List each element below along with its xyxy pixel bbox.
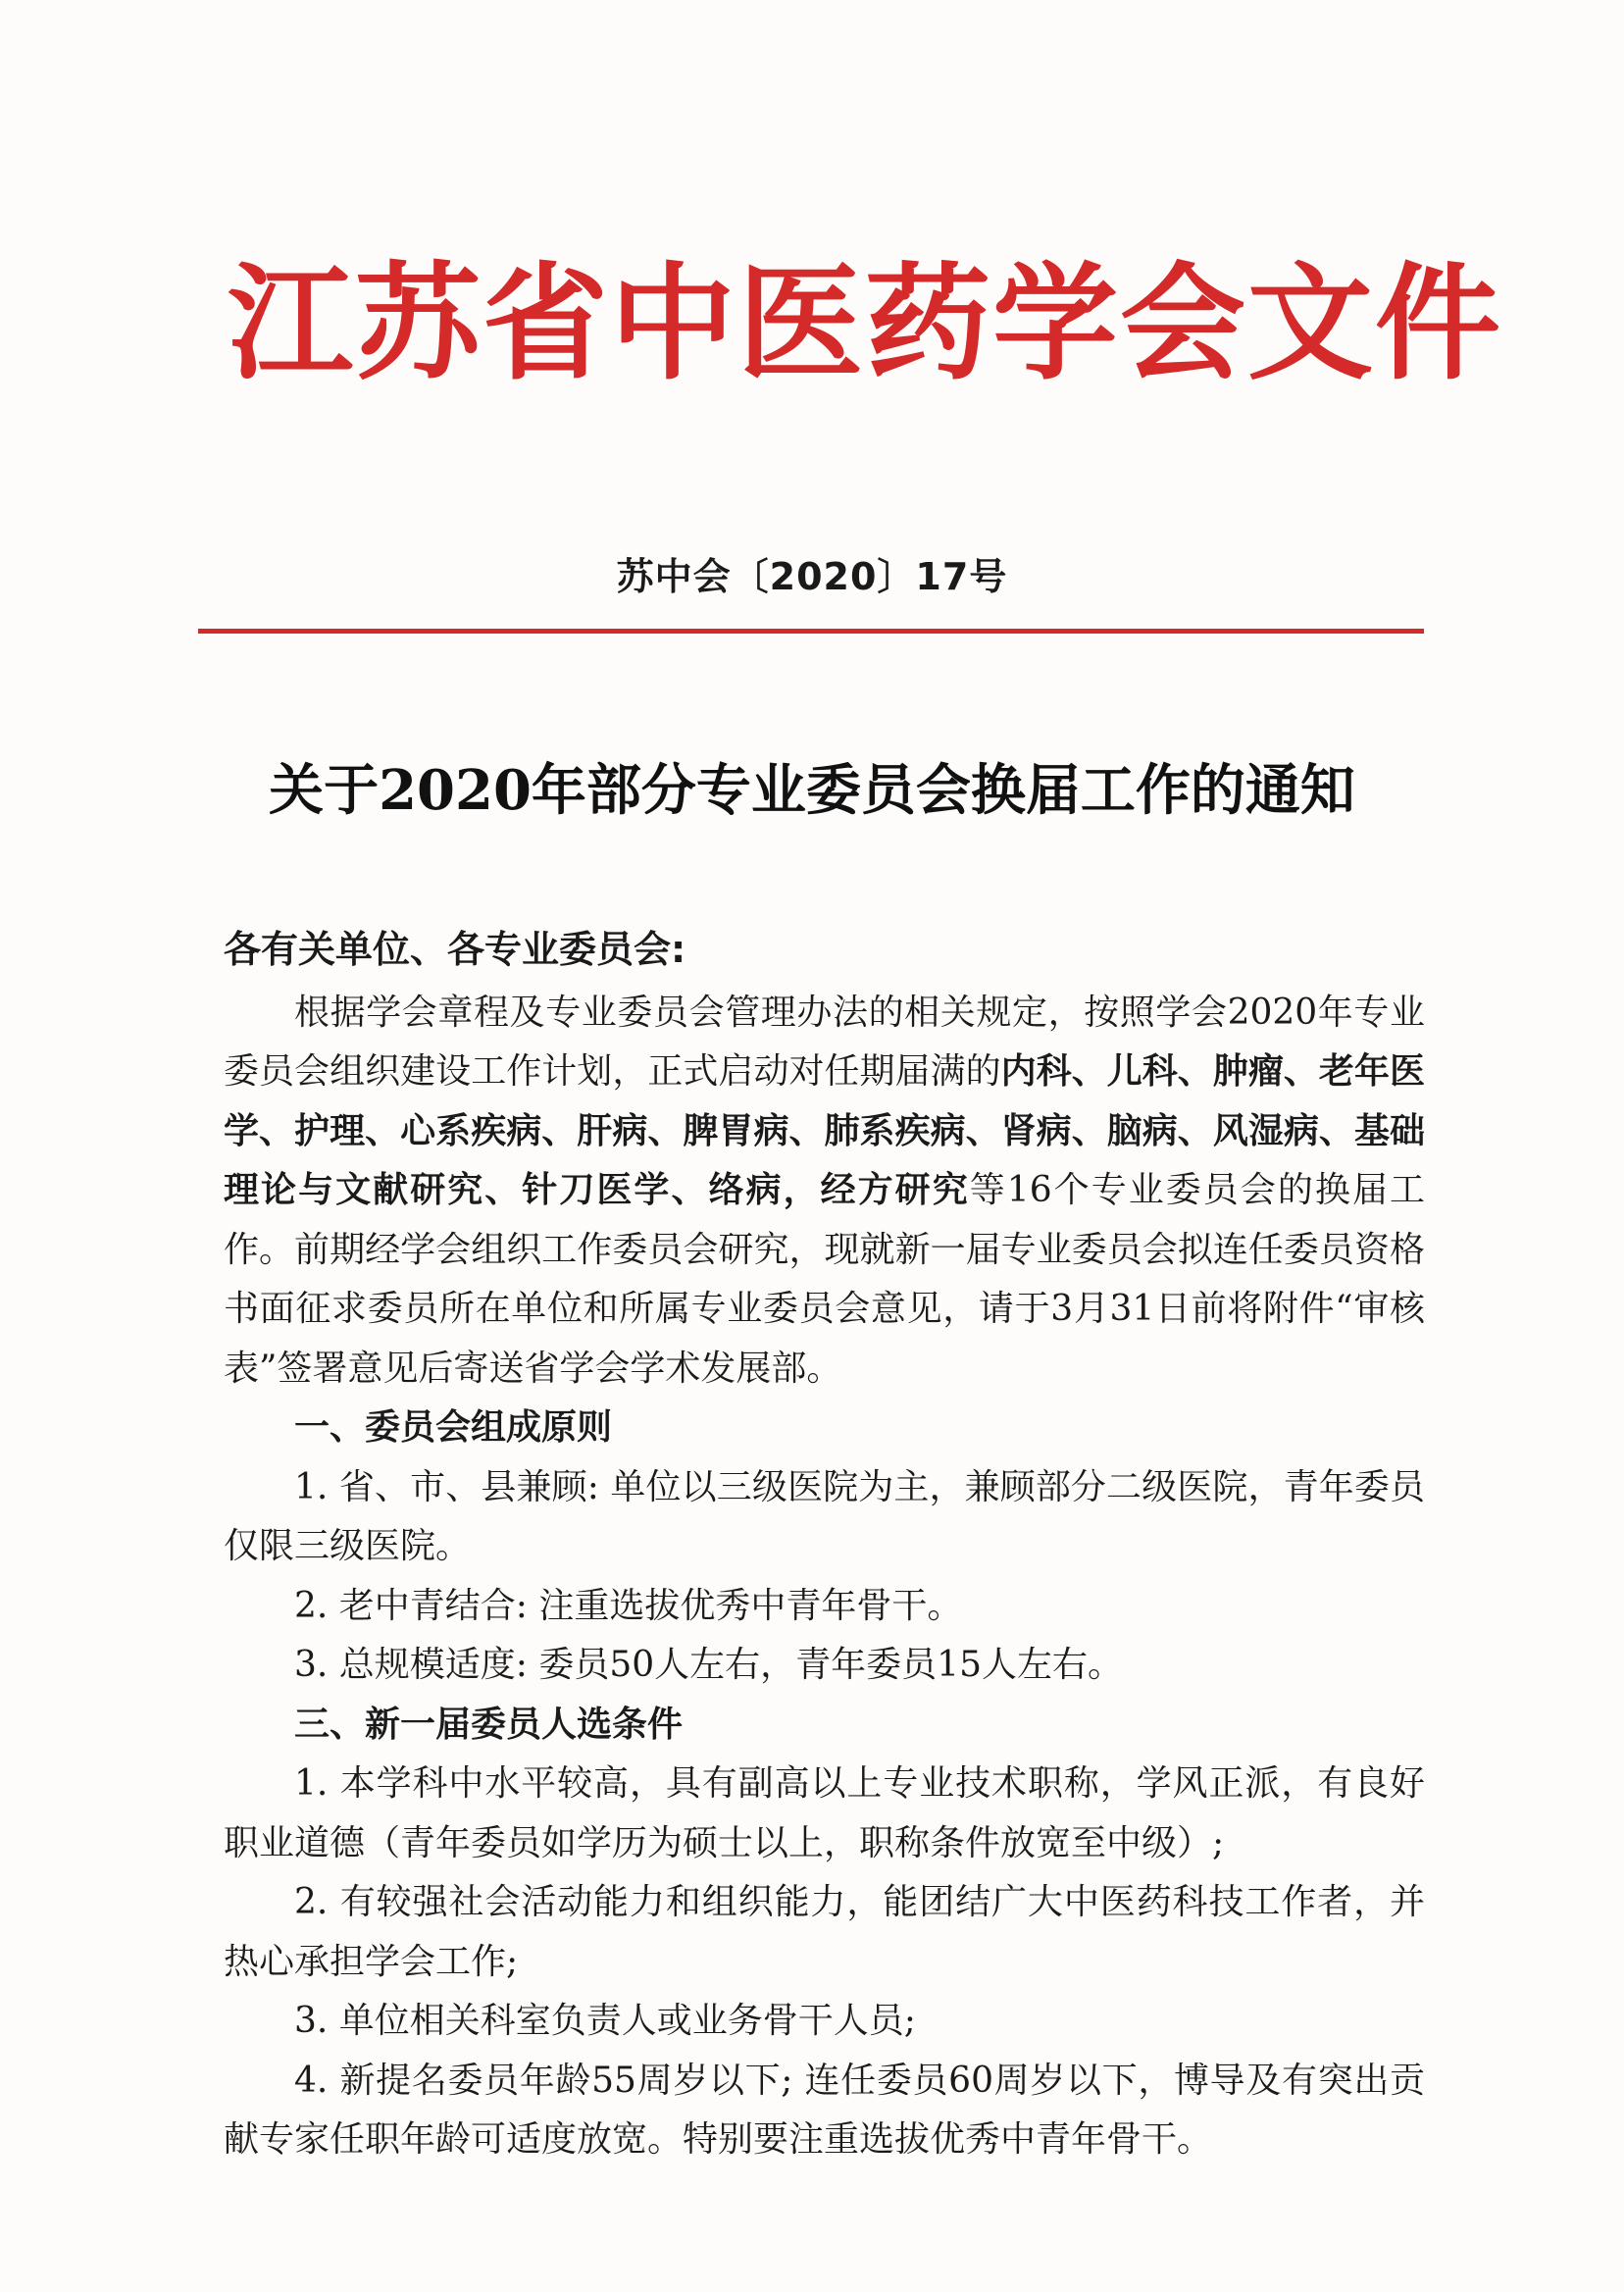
condition-item: 2. 有较强社会活动能力和组织能力，能团结广大中医药科技工作者，并热心承担学会工作;	[224, 1882, 1425, 1982]
intro-committee-list: 内科、儿科、肿瘤、老年医学、护理、心系疾病、肝病、脾胃病、肺系疾病、肾病、脑病、风湿病、基础理论与文献研究、针刀医学、络病，经方研究	[224, 1051, 1425, 1210]
notice-title: 关于2020年部分专业委员会换届工作的通知	[269, 758, 1355, 823]
intro-text-after: 等16个专业委员会的换届工作。前期经学会组织工作委员会研究，现就新一届专业委员会拟连任委员资格书面征求委员所在单位和所属专业委员会意见，请于3月31日前将附件“审核表”签署意见后寄送省学会学术发展部。	[224, 1170, 1425, 1389]
intro-text-before: 根据学会章程及专业委员会管理办法的相关规定，按照学会2020年专业委员会组织建设工作计划，正式启动对任期届满的	[224, 992, 1425, 1092]
condition-item: 1. 本学科中水平较高，具有副高以上专业技术职称，学风正派，有良好职业道德（青年委员如学历为硕士以上，职称条件放宽至中级）;	[224, 1763, 1425, 1863]
principle-item: 3. 总规模适度: 委员50人左右，青年委员15人左右。	[294, 1645, 1123, 1685]
intro-paragraph	[224, 984, 1425, 1400]
condition-item: 3. 单位相关科室负责人或业务骨干人员;	[294, 2001, 916, 2041]
principle-item: 2. 老中青结合: 注重选拔优秀中青年骨干。	[294, 1585, 963, 1626]
notice-body	[224, 920, 1425, 2170]
document-header-title: 江苏省中医药学会文件	[228, 250, 1503, 397]
section-heading-principles: 一、委员会组成原则	[294, 1407, 613, 1448]
header-divider	[198, 629, 1424, 634]
section-heading-candidate-conditions: 三、新一届委员人选条件	[294, 1704, 684, 1745]
salutation: 各有关单位、各专业委员会:	[224, 928, 686, 971]
condition-item: 4. 新提名委员年龄55周岁以下; 连任委员60周岁以下，博导及有突出贡献专家任职年龄可适度放宽。特别要注重选拔优秀中青年骨干。	[224, 2060, 1425, 2160]
principle-item: 1. 省、市、县兼顾: 单位以三级医院为主，兼顾部分二级医院，青年委员仅限三级医院。	[224, 1466, 1425, 1566]
document-number: 苏中会〔2020〕17号	[616, 555, 1008, 598]
